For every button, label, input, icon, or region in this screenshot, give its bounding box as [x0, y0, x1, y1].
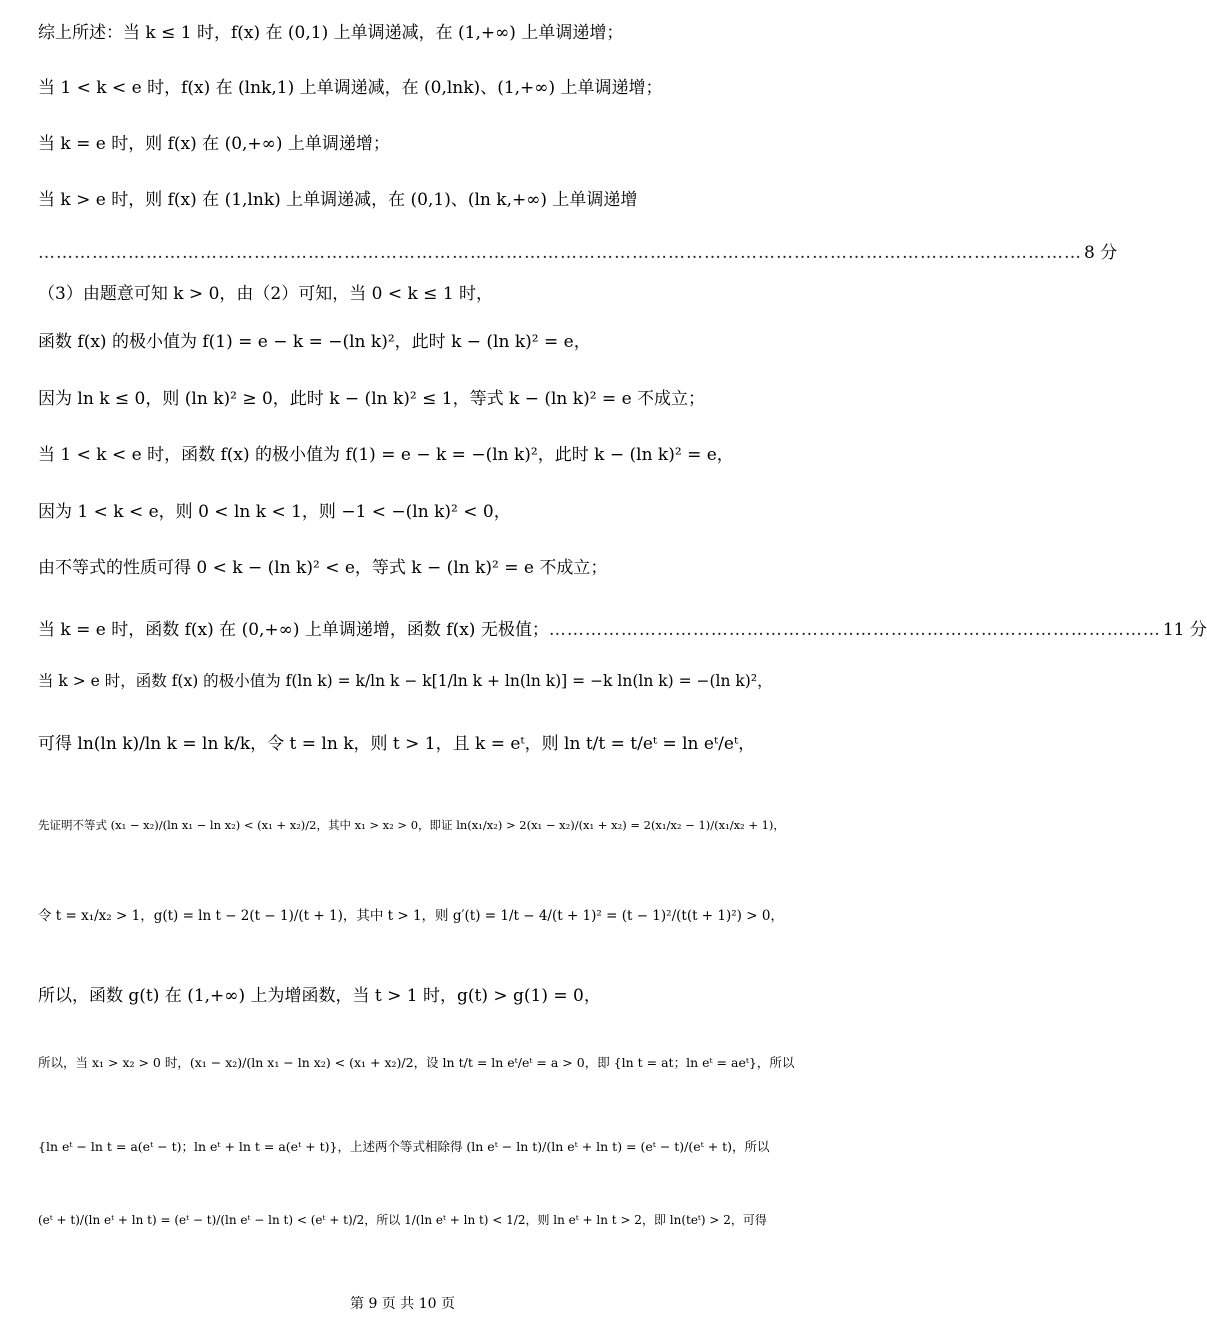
part3-line-10: 先证明不等式 (x₁ − x₂)/(ln x₁ − ln x₂) < (x₁ + x₂)/2，其中 x₁ > x₂ > 0，即证 ln(x₁/x₂) > 2(x₁ − x₂)/(x₁ + x₂) = 2(x₁/x₂ − 1)/(x₁/x₂ + 1)，: [38, 818, 785, 832]
part3-line-7: 当 k = e 时，函数 f(x) 在 (0,+∞) 上单调递增，函数 f(x) 无极值；: [38, 620, 549, 640]
part3-line-1: （3）由题意可知 k > 0，由（2）可知，当 0 < k ≤ 1 时，: [38, 284, 494, 304]
summary-line-2: 当 1 < k < e 时，f(x) 在 (lnk,1) 上单调递减，在 (0,lnk)、(1,+∞) 上单调递增；: [38, 78, 663, 98]
part3-line-6: 由不等式的性质可得 0 < k − (ln k)² < e，等式 k − (ln k)² = e 不成立；: [38, 558, 608, 578]
summary-line-3: 当 k = e 时，则 f(x) 在 (0,+∞) 上单调递增；: [38, 134, 390, 154]
score-row-11: [38, 615, 1207, 640]
part3-line-5: 因为 1 < k < e，则 0 < ln k < 1，则 −1 < −(ln k)² < 0，: [38, 502, 511, 522]
summary-line-4: 当 k > e 时，则 f(x) 在 (1,lnk) 上单调递减，在 (0,1)、(ln k,+∞) 上单调递增: [38, 190, 638, 210]
part3-line-11: 令 t = x₁/x₂ > 1，g(t) = ln t − 2(t − 1)/(t + 1)，其中 t > 1，则 g′(t) = 1/t − 4/(t + 1)² = (t − 1)²/(t(t + 1)²) > 0，: [38, 908, 784, 924]
part3-line-13: 所以，当 x₁ > x₂ > 0 时，(x₁ − x₂)/(ln x₁ − ln x₂) < (x₁ + x₂)/2，设 ln t/t = ln eᵗ/eᵗ = a > 0，即 {ln t = at；ln eᵗ = aeᵗ}，所以: [38, 1055, 795, 1070]
score-label: 11 分: [1162, 620, 1207, 640]
part3-line-12: 所以，函数 g(t) 在 (1,+∞) 上为增函数，当 t > 1 时，g(t) > g(1) = 0，: [38, 986, 601, 1006]
part3-line-2: 函数 f(x) 的极小值为 f(1) = e − k = −(ln k)²，此时 k − (ln k)² = e，: [38, 332, 591, 352]
dot-leader: …………………………………………………………………………………………………………………………………………………………: [38, 243, 1082, 263]
part3-line-15: (eᵗ + t)/(ln eᵗ + ln t) = (eᵗ − t)/(ln eᵗ − ln t) < (eᵗ + t)/2，所以 1/(ln eᵗ + ln t) < 1/2，则 ln eᵗ + ln t > 2，即 ln(teᵗ) > 2，可得: [38, 1213, 767, 1227]
page-number-footer: 第 9 页 共 10 页: [350, 1296, 455, 1312]
part3-line-9: 可得 ln(ln k)/ln k = ln k/k，令 t = ln k，则 t > 1，且 k = eᵗ，则 ln t/t = t/eᵗ = ln eᵗ/eᵗ，: [38, 734, 756, 754]
part3-line-14: {ln eᵗ − ln t = a(eᵗ − t)；ln eᵗ + ln t = a(eᵗ + t)}，上述两个等式相除得 (ln eᵗ − ln t)/(ln eᵗ + ln t) = (eᵗ − t)/(eᵗ + t)，所以: [38, 1139, 770, 1154]
part3-line-4: 当 1 < k < e 时，函数 f(x) 的极小值为 f(1) = e − k = −(ln k)²，此时 k − (ln k)² = e，: [38, 445, 734, 465]
summary-line-1: 综上所述：当 k ≤ 1 时，f(x) 在 (0,1) 上单调递减，在 (1,+∞) 上单调递增；: [38, 23, 624, 43]
dot-leader: …………………………………………………………………………………………: [548, 620, 1161, 640]
part3-line-8: 当 k > e 时，函数 f(x) 的极小值为 f(ln k) = k/ln k − k[1/ln k + ln(ln k)] = −k ln(ln k) = −(ln k)²，: [38, 672, 773, 690]
score-label: 8 分: [1084, 243, 1118, 263]
part3-line-3: 因为 ln k ≤ 0，则 (ln k)² ≥ 0，此时 k − (ln k)² ≤ 1，等式 k − (ln k)² = e 不成立；: [38, 389, 706, 409]
